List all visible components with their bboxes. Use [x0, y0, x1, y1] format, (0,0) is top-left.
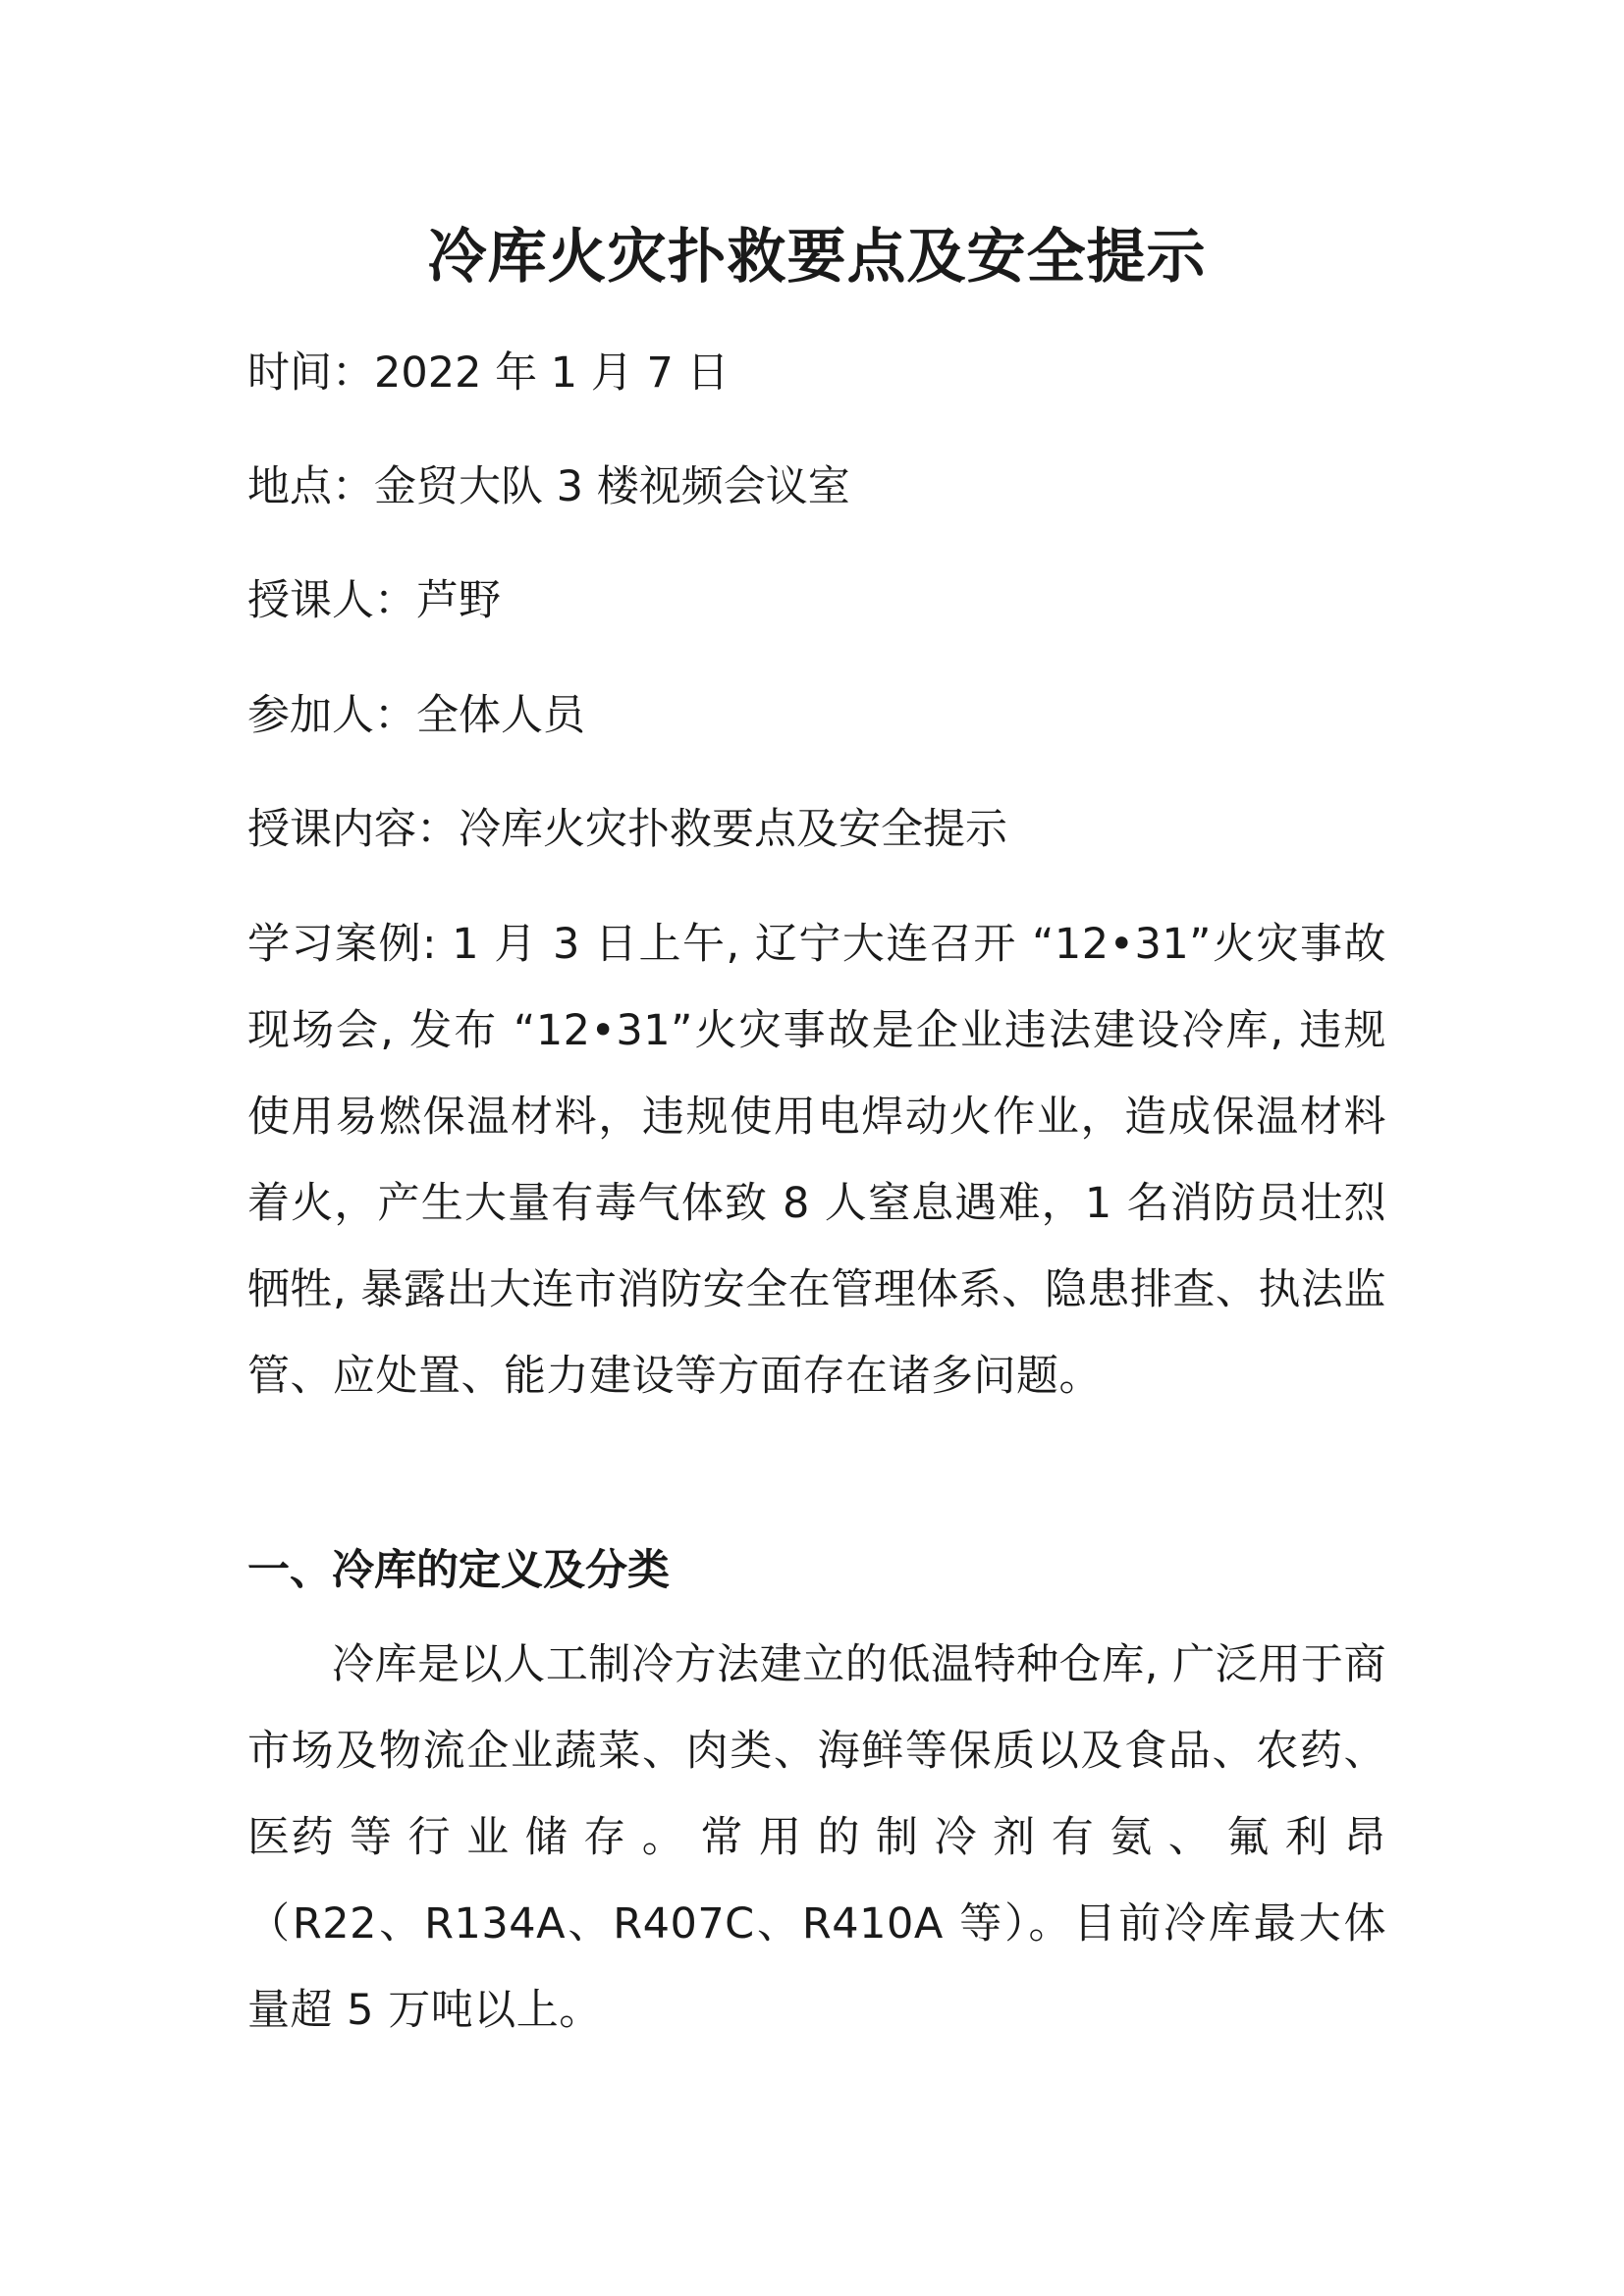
section-heading: 一、冷库的定义及分类 [247, 1546, 670, 1595]
meta-participants: 参加人：全体人员 [247, 691, 585, 740]
meta-time: 时间：2022 年 1 月 7 日 [247, 348, 730, 398]
meta-lecturer: 授课人：芦野 [247, 576, 501, 625]
meta-location: 地点：金贸大队 3 楼视频会议室 [247, 462, 850, 511]
section-body-paragraph: 冷库是以人工制冷方法建立的低温特种仓库, 广泛用于商市场及物流企业蔬菜、肉类、海鲜等保质以及食品、农药、医药 等 行 业 储 存 。 常 用 的 制 冷 剂 有 氨 、 氟 利 昂 （R22、R134A、R407C、R410A 等）。目前冷库最大体量超 5 万吨以上。 [247, 1640, 1386, 2035]
meta-content: 授课内容：冷库火灾扑救要点及安全提示 [247, 805, 1007, 854]
case-study-paragraph: 学习案例: 1 月 3 日上午, 辽宁大连召开 “12•31”火灾事故现场会, 发布 “12•31”火灾事故是企业违法建设冷库, 违规使用易燃保温材料，违规使用电焊动火作业，造成保温材料着火，产生大量有毒气体致 8 人窒息遇难，1 名消防员壮烈牺牲, 暴露出大连市消防安全在管理体系、隐患排查、执法监管、应处置、能力建设等方面存在诸多问题。 [247, 920, 1386, 1401]
document-title: 冷库火灾扑救要点及安全提示 [427, 223, 1207, 292]
